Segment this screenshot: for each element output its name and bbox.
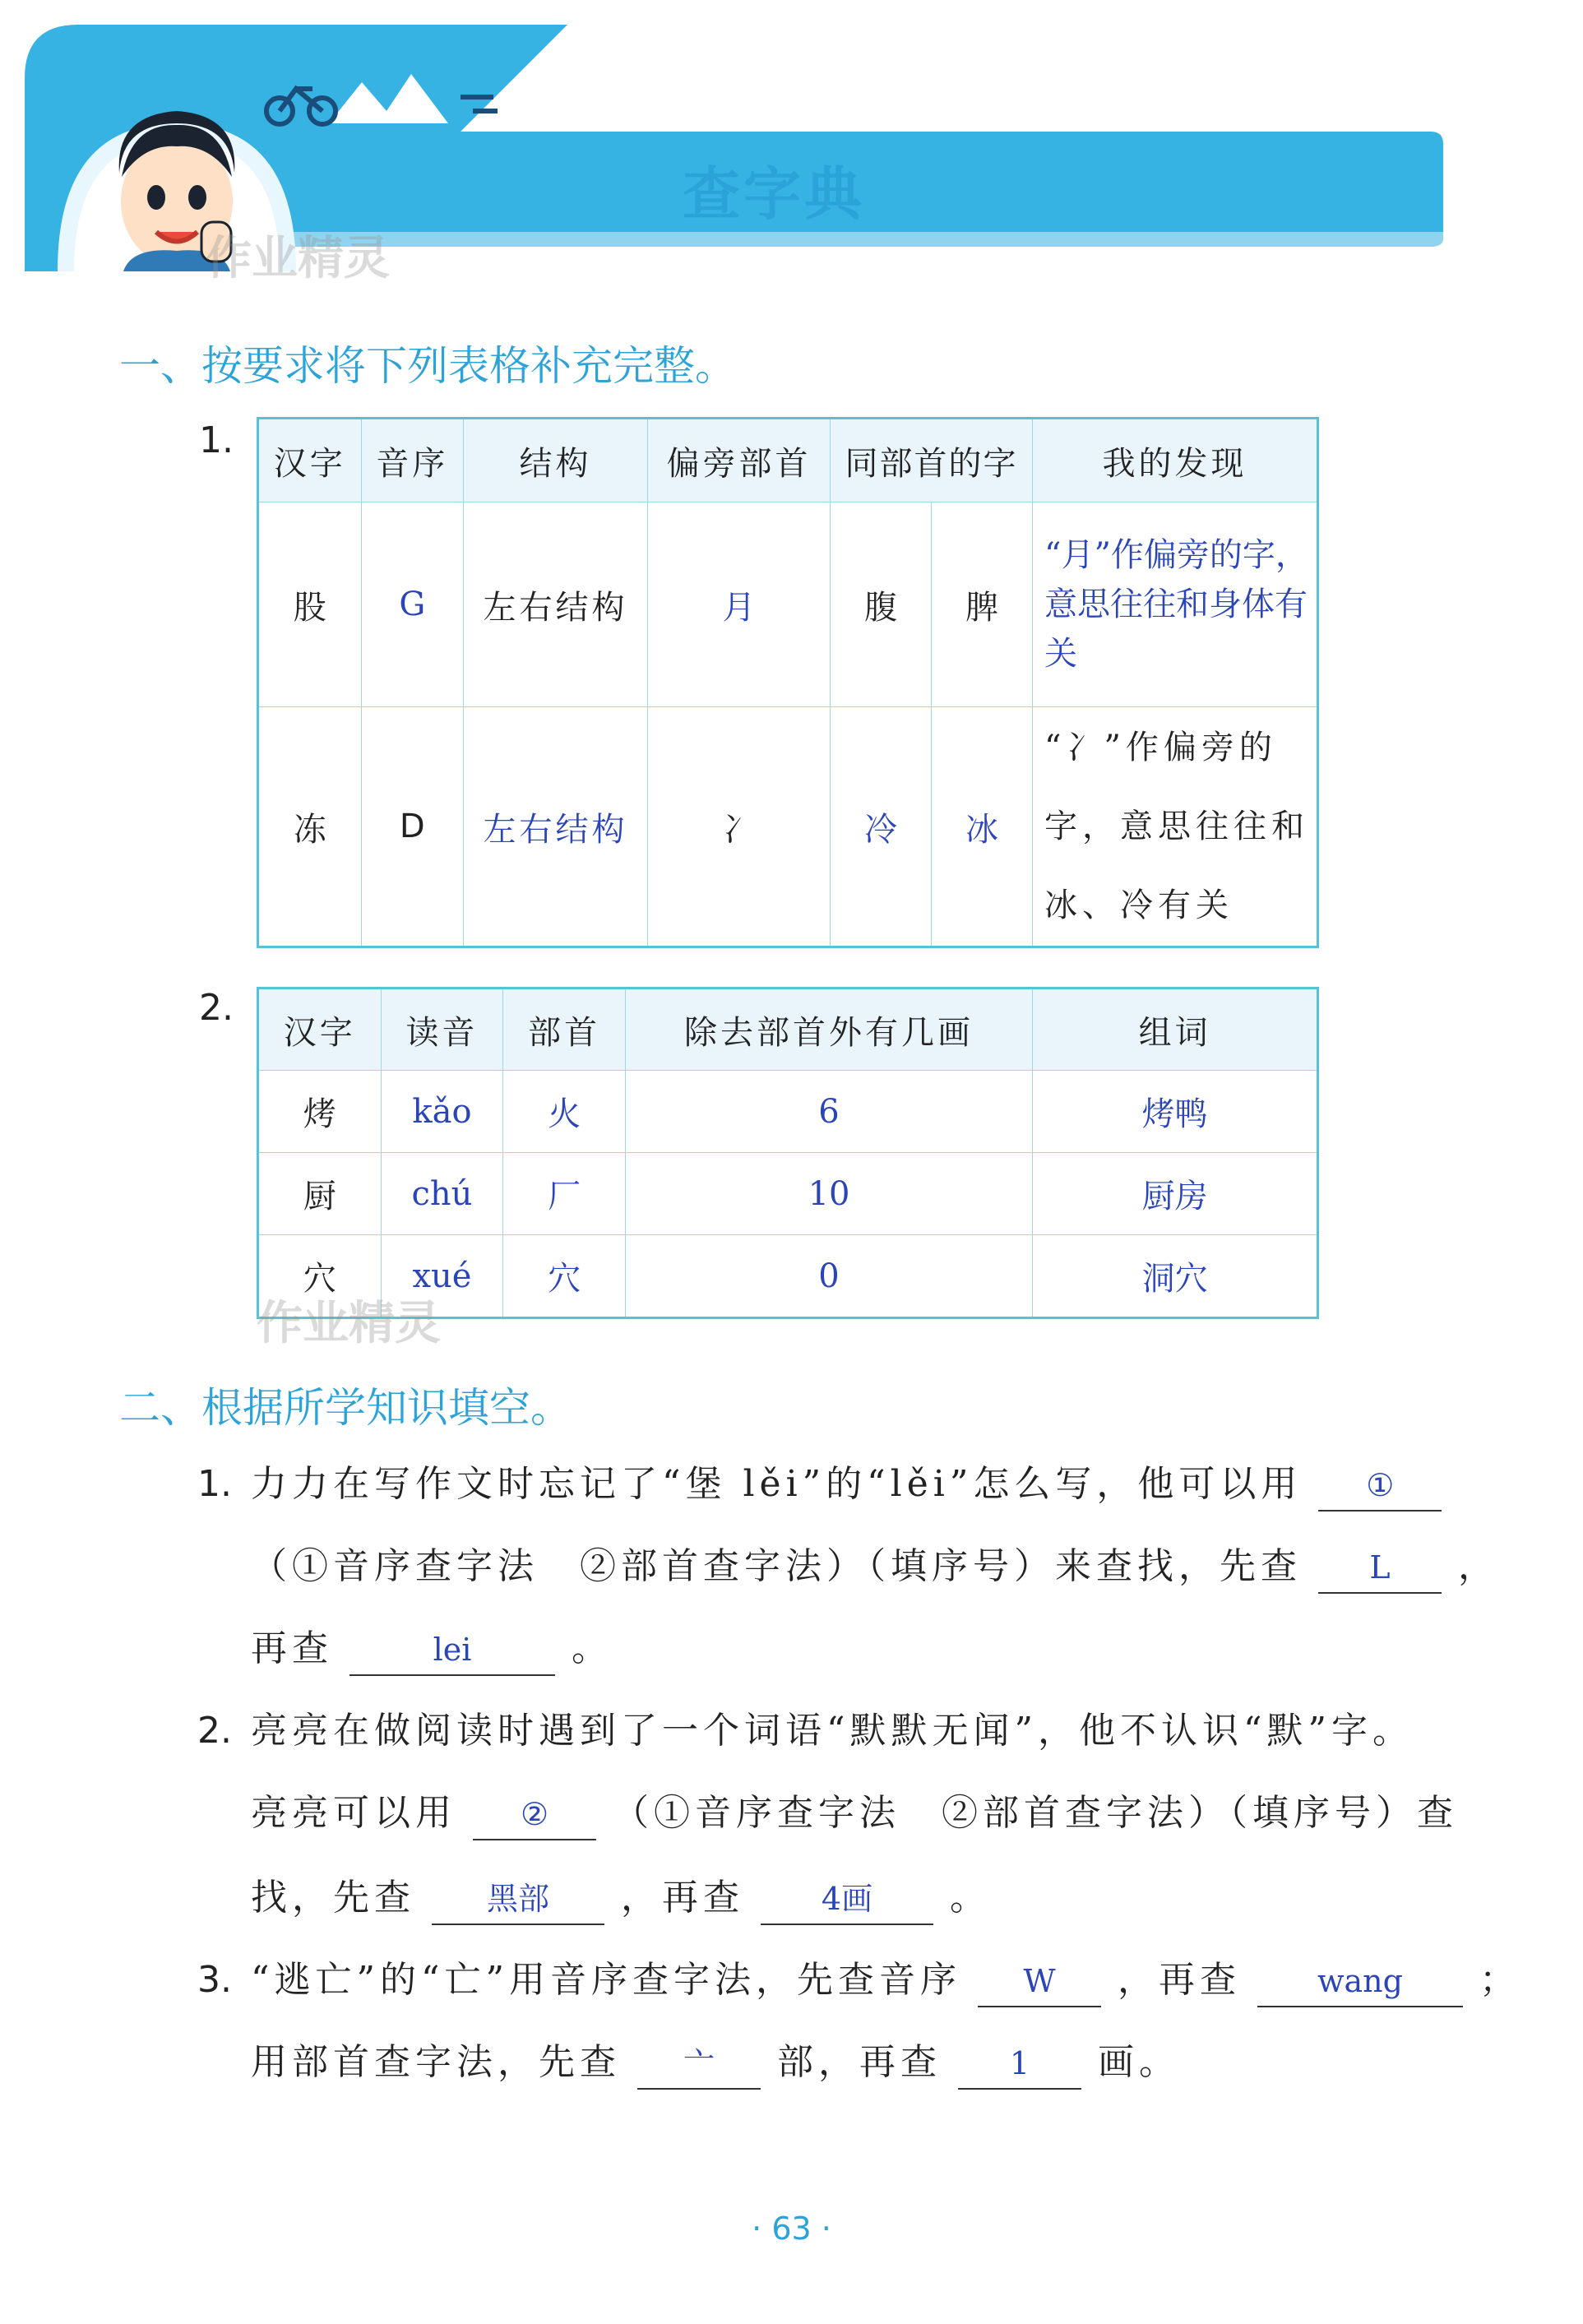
s1-q2-number: 2.	[199, 987, 234, 1029]
cell-index: G	[361, 502, 464, 707]
col-header: 音序	[361, 419, 464, 502]
s2-q3-number: 3.	[197, 1959, 232, 2001]
cell-radical: 火	[503, 1071, 626, 1153]
text: ，再查	[1117, 1959, 1241, 2001]
cell-same-radical-2: 脾	[932, 502, 1033, 707]
text: 。	[950, 1877, 991, 1919]
text: “逃亡”的“亡”用音序查字法，先查音序	[251, 1959, 961, 2001]
s2-q1-line2	[251, 1542, 1499, 1594]
table-header-row	[258, 988, 1318, 1071]
col-header: 结构	[464, 419, 648, 502]
table-character-lookup	[257, 987, 1319, 1319]
section2-title: 二、根据所学知识填空。	[119, 1384, 572, 1432]
col-header: 除去部首外有几画	[625, 988, 1032, 1071]
table-character-analysis	[257, 417, 1319, 948]
answer-blank[interactable]: W	[978, 1956, 1101, 2007]
col-header: 组词	[1033, 988, 1318, 1071]
text: 力力在写作文时忘记了“堡 lěi”的“lěi”怎么写，他可以用	[251, 1463, 1303, 1505]
cell-strokes: 6	[625, 1071, 1032, 1153]
table-row	[258, 502, 1318, 707]
s1-q1-number: 1.	[199, 419, 234, 461]
s2-q3-line1	[251, 1956, 1521, 2007]
text: 。	[572, 1627, 613, 1669]
cell-char: 厨	[258, 1153, 382, 1235]
col-header: 部首	[503, 988, 626, 1071]
cell-char: 股	[258, 502, 362, 707]
s2-q2-line2	[251, 1789, 1458, 1840]
answer-blank[interactable]: 4画	[761, 1874, 933, 1925]
cell-word: 烤鸭	[1033, 1071, 1318, 1153]
cell-radical: 冫	[648, 707, 831, 947]
cell-pinyin: chú	[381, 1153, 503, 1235]
cell-pinyin: kǎo	[381, 1071, 503, 1153]
col-header: 偏旁部首	[648, 419, 831, 502]
cell-word: 厨房	[1033, 1153, 1318, 1235]
s2-q1-line3	[251, 1624, 613, 1676]
answer-blank[interactable]: 1	[958, 2039, 1081, 2090]
text: 部，再查	[777, 2041, 942, 2083]
answer-blank[interactable]: lei	[349, 1625, 555, 1676]
text: ，再查	[621, 1877, 744, 1919]
cell-radical: 穴	[503, 1235, 626, 1318]
col-header: 汉字	[258, 419, 362, 502]
watermark-middle: 作业精灵	[257, 1297, 441, 1350]
text: 用部首查字法，先查	[251, 2041, 621, 2083]
cell-same-radical-1: 腹	[830, 502, 931, 707]
cell-finding: “冫”作偏旁的字，意思往往和冰、冷有关	[1033, 707, 1318, 947]
text: 亮亮可以用	[251, 1792, 456, 1834]
cell-same-radical-2: 冰	[932, 707, 1033, 947]
col-header: 汉字	[258, 988, 382, 1071]
answer-blank[interactable]: L	[1318, 1543, 1442, 1594]
cell-strokes: 0	[625, 1235, 1032, 1318]
text: 亮亮在做阅读时遇到了一个词语“默默无闻”，他不认识“默”字。	[251, 1710, 1414, 1752]
answer-blank[interactable]: ①	[1318, 1461, 1442, 1512]
answer-blank[interactable]: wang	[1257, 1956, 1463, 2007]
text: （①音序查字法 ②部首查字法）（填序号）查	[613, 1792, 1458, 1834]
s2-q1-line1	[251, 1460, 1442, 1512]
answer-blank[interactable]: 黑部	[432, 1874, 604, 1925]
s2-q1-number: 1.	[197, 1463, 232, 1505]
page-title: 查字典	[683, 160, 865, 228]
cell-index: D	[361, 707, 464, 947]
s2-q2-line1	[251, 1706, 1414, 1756]
cell-pinyin: xué	[381, 1235, 503, 1318]
cell-same-radical-1: 冷	[830, 707, 931, 947]
s2-q3-line2	[251, 2038, 1180, 2090]
answer-blank[interactable]: 亠	[637, 2039, 761, 2090]
page-number: · 63 ·	[752, 2211, 831, 2247]
banner-stripe	[271, 232, 1443, 247]
watermark-top: 作业精灵	[206, 232, 390, 285]
table-row	[258, 707, 1318, 947]
table-header-row	[258, 419, 1318, 502]
col-header: 读音	[381, 988, 503, 1071]
cell-radical: 厂	[503, 1153, 626, 1235]
cell-finding: “月”作偏旁的字，意思往往和身体有关	[1033, 502, 1318, 707]
cell-char: 穴	[258, 1235, 382, 1318]
text: ；	[1479, 1959, 1521, 2001]
section1-title: 一、按要求将下列表格补充完整。	[119, 342, 736, 390]
cell-char: 冻	[258, 707, 362, 947]
text: （①音序查字法 ②部首查字法）（填序号）来查找，先查	[251, 1545, 1302, 1587]
cell-word: 洞穴	[1033, 1235, 1318, 1318]
cell-strokes: 10	[625, 1153, 1032, 1235]
text: 画。	[1098, 2041, 1180, 2083]
text: ，	[1458, 1545, 1499, 1587]
col-header: 同部首的字	[830, 419, 1032, 502]
cell-radical: 月	[648, 502, 831, 707]
cell-structure: 左右结构	[464, 502, 648, 707]
answer-blank[interactable]: ②	[473, 1789, 596, 1840]
s2-q2-line3	[251, 1873, 991, 1925]
text: 找，先查	[251, 1877, 415, 1919]
cell-structure: 左右结构	[464, 707, 648, 947]
cell-char: 烤	[258, 1071, 382, 1153]
table-row	[258, 1153, 1318, 1235]
table-row	[258, 1071, 1318, 1153]
text: 再查	[251, 1627, 333, 1669]
col-header: 我的发现	[1033, 419, 1318, 502]
s2-q2-number: 2.	[197, 1710, 232, 1752]
